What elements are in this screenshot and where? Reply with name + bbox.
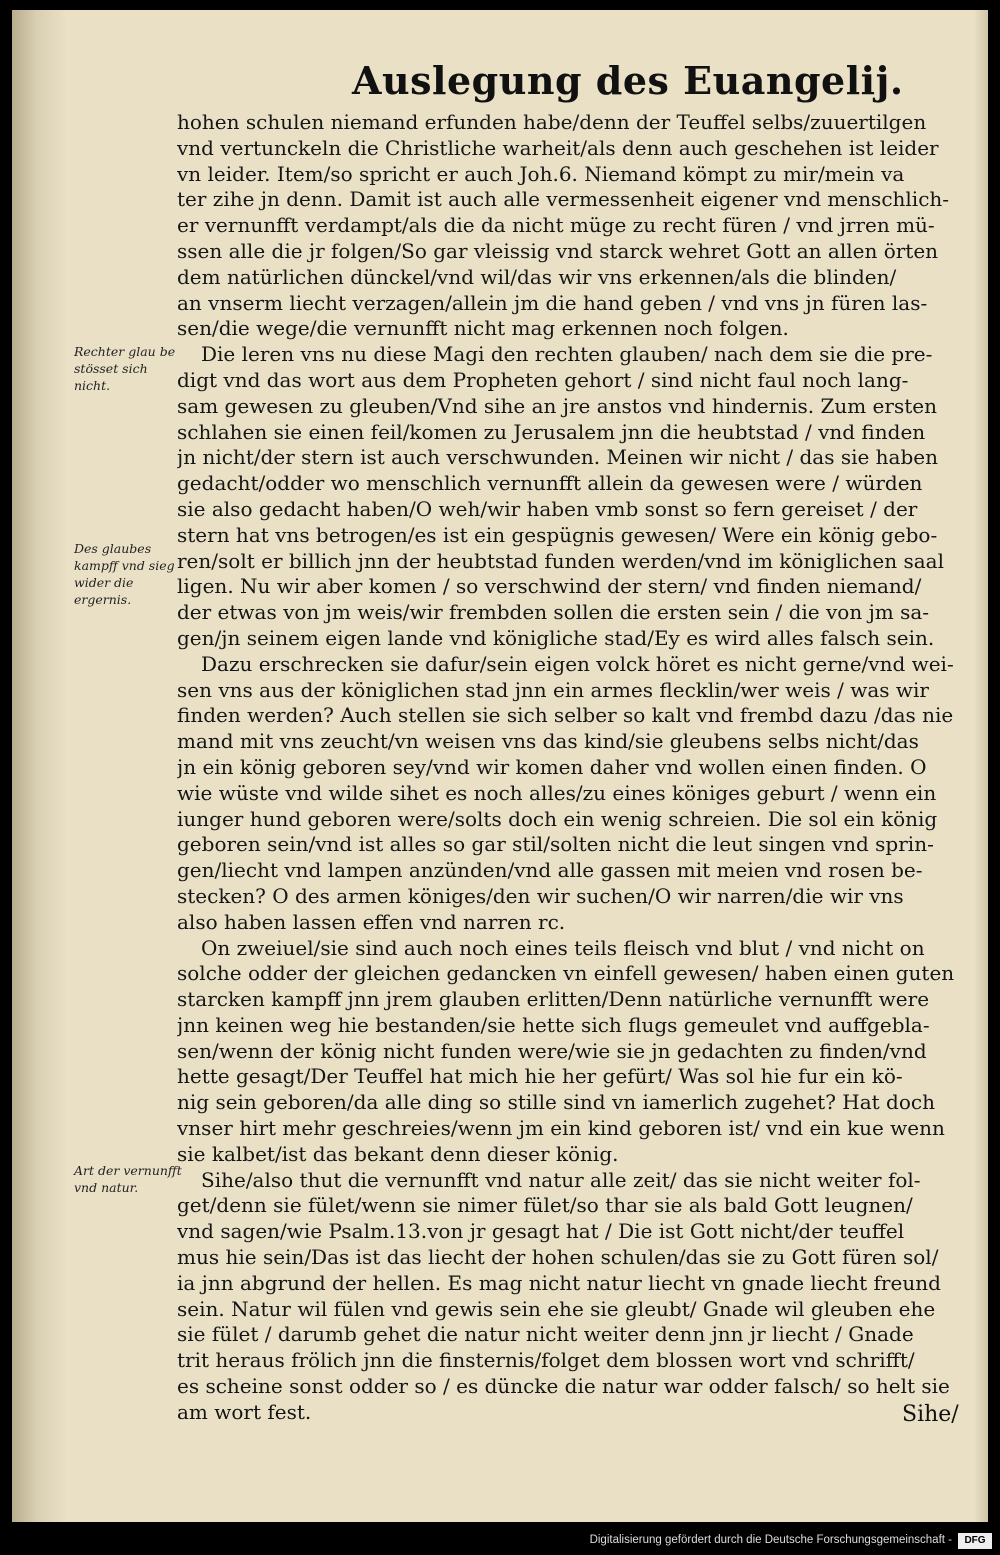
footer-bar xyxy=(0,1528,1000,1555)
body-text xyxy=(177,110,977,1426)
text-line: ia jnn abgrund der hellen. Es mag nicht natur liecht vn gnade liecht freund xyxy=(177,1270,941,1295)
text-line: sie fület / darumb gehet die natur nicht weiter denn jnn jr liecht / Gnade xyxy=(177,1322,914,1347)
text-line: hette gesagt/Der Teuffel hat mich hie her gefürt/ Was sol hie fur ein kö- xyxy=(177,1064,903,1089)
text-line: vn leider. Item/so spricht er auch Joh.6. Niemand kömpt zu mir/mein va xyxy=(177,161,905,186)
text-line: wie wüste vnd wilde sihet es noch alles/zu eines königes geburt / wenn ein xyxy=(177,780,937,805)
dfg-logo: DFG xyxy=(958,1533,992,1549)
text-line: am wort fest. xyxy=(177,1399,312,1424)
text-line: sen/wenn der könig nicht funden were/wie sie jn gedachten zu finden/vnd xyxy=(177,1038,927,1063)
text-line: On zweiuel/sie sind auch noch eines teils fleisch vnd blut / vnd nicht on xyxy=(201,935,925,960)
text-line: gen/jn seinem eigen lande vnd königliche stad/Ey es wird alles falsch sein. xyxy=(177,625,935,650)
text-line: gen/liecht vnd lampen anzünden/vnd alle gassen mit meien vnd rosen be- xyxy=(177,858,923,883)
text-line: Die leren vns nu diese Magi den rechten glauben/ nach dem sie die pre- xyxy=(201,342,933,367)
catchword: Sihe/ xyxy=(902,1402,959,1427)
book-page xyxy=(12,10,988,1522)
text-line: ren/solt er billich jnn der heubtstad funden werden/vnd im königlichen saal xyxy=(177,548,944,573)
running-header: Auslegung des Euangelij. xyxy=(352,58,904,103)
margin-note: Des glaubes kampff vnd sieg wider die ergernis. xyxy=(74,541,175,607)
text-line: sam gewesen zu gleuben/Vnd sihe an jre anstos vnd hindernis. Zum ersten xyxy=(177,393,937,418)
text-line: an vnserm liecht verzagen/allein jm die hand geben / vnd vns jn füren las- xyxy=(177,290,928,315)
text-line: schlahen sie einen feil/komen zu Jerusalem jnn die heubtstad / vnd finden xyxy=(177,419,926,444)
text-line: er vernunfft verdampt/als die da nicht müge zu recht füren / vnd jrren mü- xyxy=(177,213,935,238)
footer-credit: Digitalisierung gefördert durch die Deutsche Forschungsgemeinschaft - xyxy=(589,1534,952,1546)
text-line: geboren sein/vnd ist alles so gar stil/solten nicht die leut singen vnd sprin- xyxy=(177,832,934,857)
text-line: sen/die wege/die vernunfft nicht mag erkennen noch folgen. xyxy=(177,316,789,341)
text-line: Sihe/also thut die vernunfft vnd natur alle zeit/ das sie nicht weiter fol- xyxy=(201,1167,921,1192)
text-line: sie kalbet/ist das bekant denn dieser könig. xyxy=(177,1141,619,1166)
text-line: digt vnd das wort aus dem Propheten gehort / sind nicht faul noch lang- xyxy=(177,367,909,392)
text-line: vnser hirt mehr geschreies/wenn jm ein kind geboren ist/ vnd ein kue wenn xyxy=(177,1116,945,1141)
text-line: get/denn sie fület/wenn sie nimer fület/so thar sie als bald Gott leugnen/ xyxy=(177,1193,913,1218)
text-line: vnd sagen/wie Psalm.13.von jr gesagt hat / Die ist Gott nicht/der teuffel xyxy=(177,1219,905,1244)
text-line: gedacht/odder wo menschlich vernunfft allein da gewesen were / würden xyxy=(177,471,923,496)
text-line: stern hat vns betrogen/es ist ein gespügnis gewesen/ Were ein könig gebo- xyxy=(177,522,938,547)
text-line: sie also gedacht haben/O weh/wir haben vmb sonst so fern gereiset / der xyxy=(177,496,918,521)
text-line: finden werden? Auch stellen sie sich selber so kalt vnd frembd dazu /das nie xyxy=(177,703,954,728)
text-line: vnd vertunckeln die Christliche warheit/als denn auch geschehen ist leider xyxy=(177,135,939,160)
text-line: der etwas von jm weis/wir frembden sollen die ersten sein / die von jm sa- xyxy=(177,600,930,625)
text-line: es scheine sonst odder so / es düncke die natur war odder falsch/ so helt sie xyxy=(177,1374,950,1399)
text-line: jn nicht/der stern ist auch verschwunden. Meinen wir nicht / das sie haben xyxy=(177,445,938,470)
text-line: trit heraus frölich jnn die finsternis/folget dem blossen wort vnd schrifft/ xyxy=(177,1348,915,1373)
text-line: sen vns aus der königlichen stad jnn ein armes flecklin/wer weis / was wir xyxy=(177,677,929,702)
text-line: mus hie sein/Das ist das liecht der hohen schulen/das sie zu Gott füren sol/ xyxy=(177,1245,939,1270)
text-line: dem natürlichen dünckel/vnd wil/das wir vns erkennen/als die blinden/ xyxy=(177,264,897,289)
text-line: stecken? O des armen königes/den wir suchen/O wir narren/die wir vns xyxy=(177,883,904,908)
text-line: also haben lassen effen vnd narren rc. xyxy=(177,909,566,934)
text-line: nig sein geboren/da alle ding so stille sind vn iamerlich zugehet? Hat doch xyxy=(177,1090,935,1115)
text-line: Dazu erschrecken sie dafur/sein eigen volck höret es nicht gerne/vnd wei- xyxy=(201,651,954,676)
text-line: sein. Natur wil fülen vnd gewis sein ehe sie gleubt/ Gnade wil gleuben ehe xyxy=(177,1296,936,1321)
text-line: jnn keinen weg hie bestanden/sie hette sich flugs gemeulet vnd auffgebla- xyxy=(177,1012,930,1037)
text-line: jn ein könig geboren sey/vnd wir komen daher vnd wollen einen finden. O xyxy=(177,754,927,779)
text-line: iunger hund geboren were/solts doch ein wenig schreien. Die sol ein könig xyxy=(177,806,938,831)
margin-note: Art der vernunfft vnd natur. xyxy=(74,1163,182,1195)
text-line: ter zihe jn denn. Damit ist auch alle vermessenheit eigener vnd menschlich- xyxy=(177,187,950,212)
text-line: solche odder der gleichen gedancken vn einfell gewesen/ haben einen guten xyxy=(177,961,955,986)
text-line: ssen alle die jr folgen/So gar vleissig vnd starck wehret Gott an allen örten xyxy=(177,238,939,263)
text-line: mand mit vns zeucht/vn weisen vns das kind/sie gleubens selbs nicht/das xyxy=(177,729,919,754)
text-line: ligen. Nu wir aber komen / so verschwind der stern/ vnd finden niemand/ xyxy=(177,574,922,599)
text-line: starcken kampff jnn jrem glauben erlitten/Denn natürliche vernunfft were xyxy=(177,987,930,1012)
text-line: hohen schulen niemand erfunden habe/denn der Teuffel selbs/zuuertilgen xyxy=(177,110,927,134)
page-spine-shadow xyxy=(12,10,67,1522)
margin-note: Rechter glau be stösset sich nicht. xyxy=(74,344,176,393)
